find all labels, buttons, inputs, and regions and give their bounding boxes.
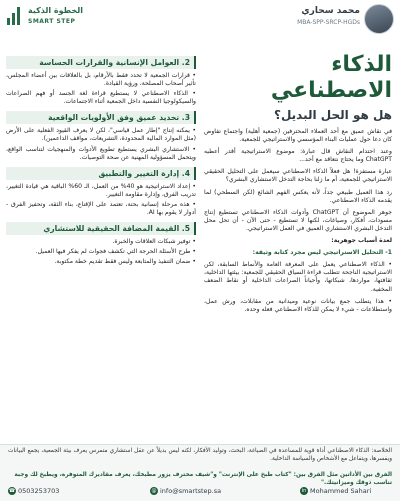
section-3-item: • يمكنه إنتاج "إطار عمل قياسي"، لكن لا يعرف القيود الفعلية على الأرض (مثل الموارد المالية المحدودة، التشريعات، مواقف الداعمين). [6,127,196,143]
intro-paragraph: في نقاش عميق مع أحد العملاء المحترفين (جمعية أهلية) واجتماع تفاوض كان دعا حول عمليات البناء المؤسسي والاستراتيجي للجمعية. [204,128,392,144]
email-icon: @ [151,488,157,494]
section-4 [6,167,196,217]
section-4-item: • هذه مرحلة إنسانية بحتة، تعتمد على الإقناع، بناء الثقة، وتحفيز الفرق - أدوار لا يقوم بها AI. [6,200,196,217]
intro-paragraph: رد هذا العميل طبيعي جداً، لأنه يعكس الفهم الشائع (لكن السطحي) لما يقدمه الذكاء الاصطناعي. [204,188,392,204]
section-3-item: • الاستشاري البشري يستطيع تطويع الأدوات والمنهجيات لتناسب الواقع، ويتحمل المسؤولية المهنية عن صحة التوصيات. [6,145,196,161]
section-2 [6,56,196,106]
section-5 [6,222,196,266]
page-header [0,0,400,40]
email-contact[interactable] [150,487,221,495]
article-subtitle: هل هو الحل البديل؟ [273,108,392,122]
section-5-item: • ضمان التنفيذ والمتابعة وليس فقط تقديم خطة مكتوبة. [54,258,196,266]
article-title: الذكاء الاصطناعي [270,52,392,103]
phone-number: 0503253703 [18,487,60,495]
intro-column [204,52,392,318]
section-2-item: • الذكاء الاصطناعي لا يستطيع قراءة لغة الجسد أو فهم الصراعات والسيكولوجيا النفسية داخل الجمعية أثناء الاجتماعات. [6,90,196,106]
intro-paragraph: جوهر الموضوع أن ChatGPT وأدوات الذكاء الاصطناعي تستطيع إنتاج مسودات، أفكار، وصياغات، لكنها لا تستطيع - حتى الآن - أن تحل محل التدخل البشري الاستشاري العميق في العمل الاستراتيجي. [204,208,392,232]
section-2-item: • قرارات الجمعية لا تحدد فقط بالأرقام، بل بالعلاقات بين أعضاء المجلس، تأثير أصحاب المصلحة، ورؤية القيادة. [6,72,196,88]
email-address: info@smartstep.sa [160,487,222,495]
intro-paragraph: وعند احتدام النقاش قال عبارة: موضوع الاستراتيجية أقدر أعطيه ChatGPT وما يحتاج نتعاقد مع أحد... [204,148,392,164]
brand-name-arabic: الخطوة الذكية [28,6,83,15]
section-1-item: • الذكاء الاصطناعي يعمل على المعرفة العامة والأنماط السابقة، لكن الاستراتيجية الناجحة تتطلب قراءة السياق الحقيقي للجمعية: بيئتها الداخلية، ثقافتها، مواردها، شبكاتها، وأحياناً الصراعات الداخلية أو نقاط الضعف المخفية. [204,261,392,293]
reasons-heading: لعدة أسباب جوهرية: [331,237,392,245]
conclusion-example: الفرق بين الأداتين مثل الفرق بين: "كتاب طبخ على الإنترنت" و"شيف محترف يزور مطبخك، يعرف مقاديرك المتوفرة، ويطبخ لك وجبة تناسب ذوقك وميزانيتك." [14,472,392,486]
conclusion-footer [0,444,400,501]
phone-contact[interactable] [8,487,59,495]
author-credentials: MBA-SPP-SRCP-HGDs [297,19,360,26]
section-3-title: 3. تحديد عميق وفق الأولويات الواقعية [6,111,196,124]
section-4-item: • إعداد الاستراتيجية هو 40% من العمل، الـ 60% الباقية هي قيادة التغيير، تدريب الفرق، وإدارة مقاومة التغيير. [6,182,196,198]
section-1-item: • هذا يتطلب جمع بيانات نوعية وميدانية من مقابلات، ورش عمل، واستطلاعات - شيء لا يمكن للذكاء الاصطناعي فعله وحده. [204,297,392,313]
section-4-title: 4. إدارة التغيير والتطبيق [6,167,196,180]
section-2-title: 2. العوامل الإنسانية والقرارات الحساسة [6,56,196,69]
linkedin-contact[interactable] [300,487,371,495]
section-5-item: • توفير شبكات العلاقات والخبرة. [112,238,196,246]
intro-paragraph: عبارة مستفزة! هل فعلاً الذكاء الاصطناعي سيعمل على التحليل الحقيقي الاستراتيجي للجمعية، أم ما زلنا بحاجة التدخل الاستشاري البشري؟ [204,168,392,184]
phone-icon: ☎ [8,488,16,494]
section-5-item: • طرح الأسئلة الحرجة التي تكشف فجوات لم يفكر فيها العميل. [35,248,196,256]
contact-bar [0,485,400,501]
smart-step-logo-icon [6,4,22,26]
linkedin-name: Mohammed Sahari [310,487,372,495]
section-5-title: 5. القيمة المضافة الحقيقية للاستشاري [6,222,196,235]
author-name: محمد سحاري [301,6,360,16]
linkedin-icon: in [301,488,307,494]
sections-column [6,56,196,271]
brand-name-english: SMART STEP [28,18,76,25]
author-avatar [364,4,394,34]
conclusion-text: الخلاصة: الذكاء الاصطناعي أداة قوية للمساعدة في الصياغة، البحث، وتوليد الأفكار، لكنه ليس بديلاً عن عقل استشاري متمرس يعرف بيئة الجمعية، يجمع البيانات ويفسرها، ويتفاعل مع الأشخاص والسياسة الداخلية. [8,448,392,462]
section-3 [6,111,196,161]
section-1-title: 1- التحليل الاستراتيجي ليس مجرد كتابة وثيقة: [252,249,392,257]
